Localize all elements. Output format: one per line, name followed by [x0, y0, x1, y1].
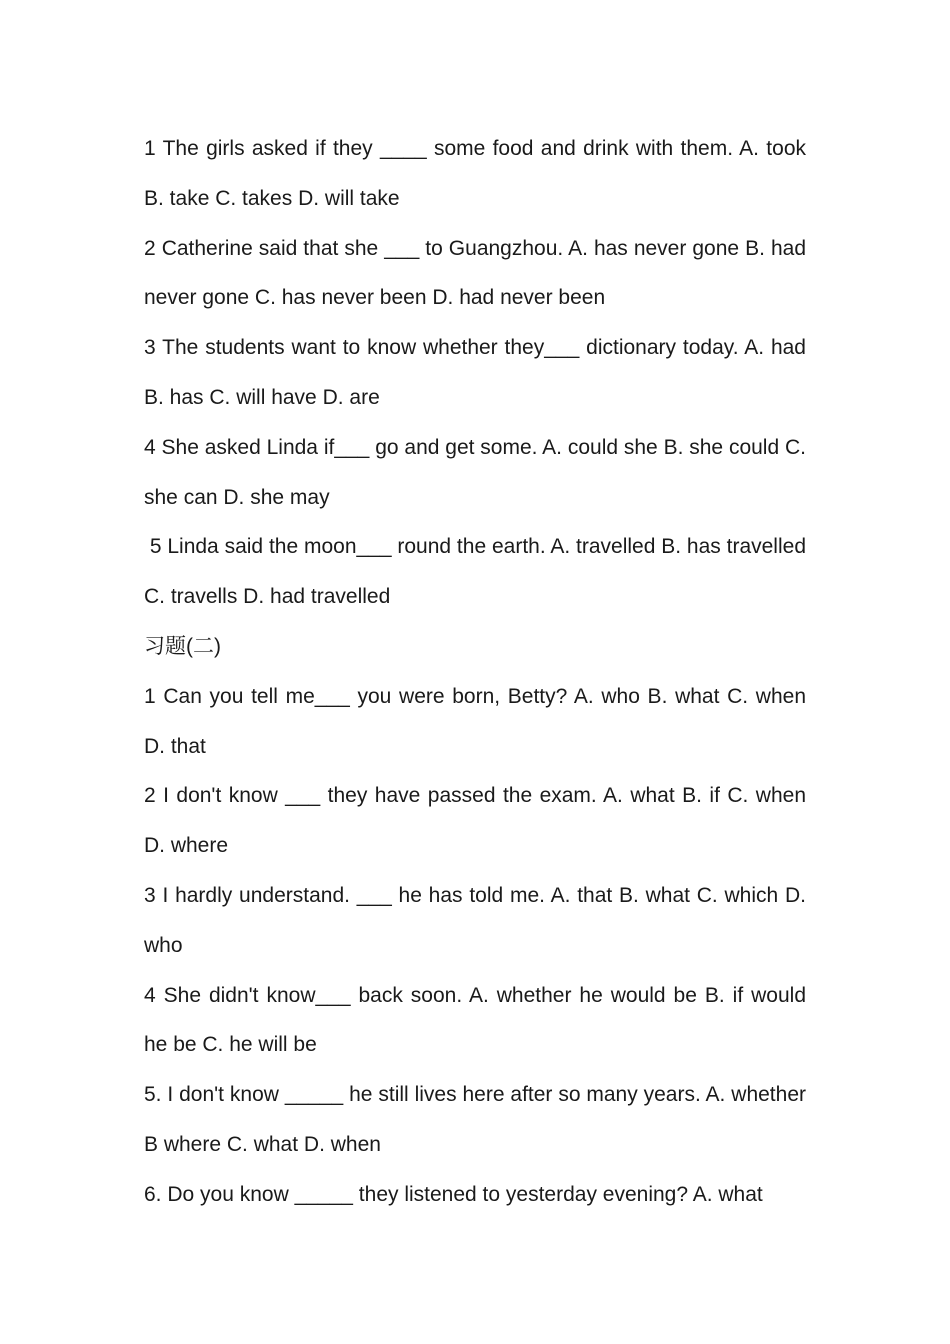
exercise2-question-1: 1 Can you tell me___ you were born, Betty? A. who B. what C. when D. that: [144, 684, 806, 758]
exercise2-question-5: 5. I don't know _____ he still lives here after so many years. A. whether B where C. what D. when: [144, 1083, 806, 1156]
exercise2-question-3: 3 I hardly understand. ___ he has told me. A. that B. what C. which D. who: [144, 883, 806, 957]
question-5: 5 Linda said the moon___ round the earth. A. travelled B. has travelled C. travells D. had travelled: [144, 535, 806, 609]
question-4: 4 She asked Linda if___ go and get some. A. could she B. she could C. she can D. she may: [144, 435, 806, 509]
exercise2-question-4: 4 She didn't know___ back soon. A. whether he would be B. if would he be C. he will be: [144, 983, 806, 1057]
exercise2-question-6: 6. Do you know _____ they listened to yesterday evening? A. what: [144, 1182, 763, 1206]
document-page: [144, 124, 806, 1220]
question-1: 1 The girls asked if they ____ some food and drink with them. A. took B. take C. takes D. will take: [144, 137, 806, 210]
question-2: 2 Catherine said that she ___ to Guangzhou. A. has never gone B. had never gone C. has never been D. had never been: [144, 236, 806, 310]
section-heading: 习题(二): [144, 634, 221, 658]
question-3: 3 The students want to know whether they___ dictionary today. A. had B. has C. will have D. are: [144, 336, 806, 409]
exercise2-question-2: 2 I don't know ___ they have passed the exam. A. what B. if C. when D. where: [144, 784, 806, 858]
